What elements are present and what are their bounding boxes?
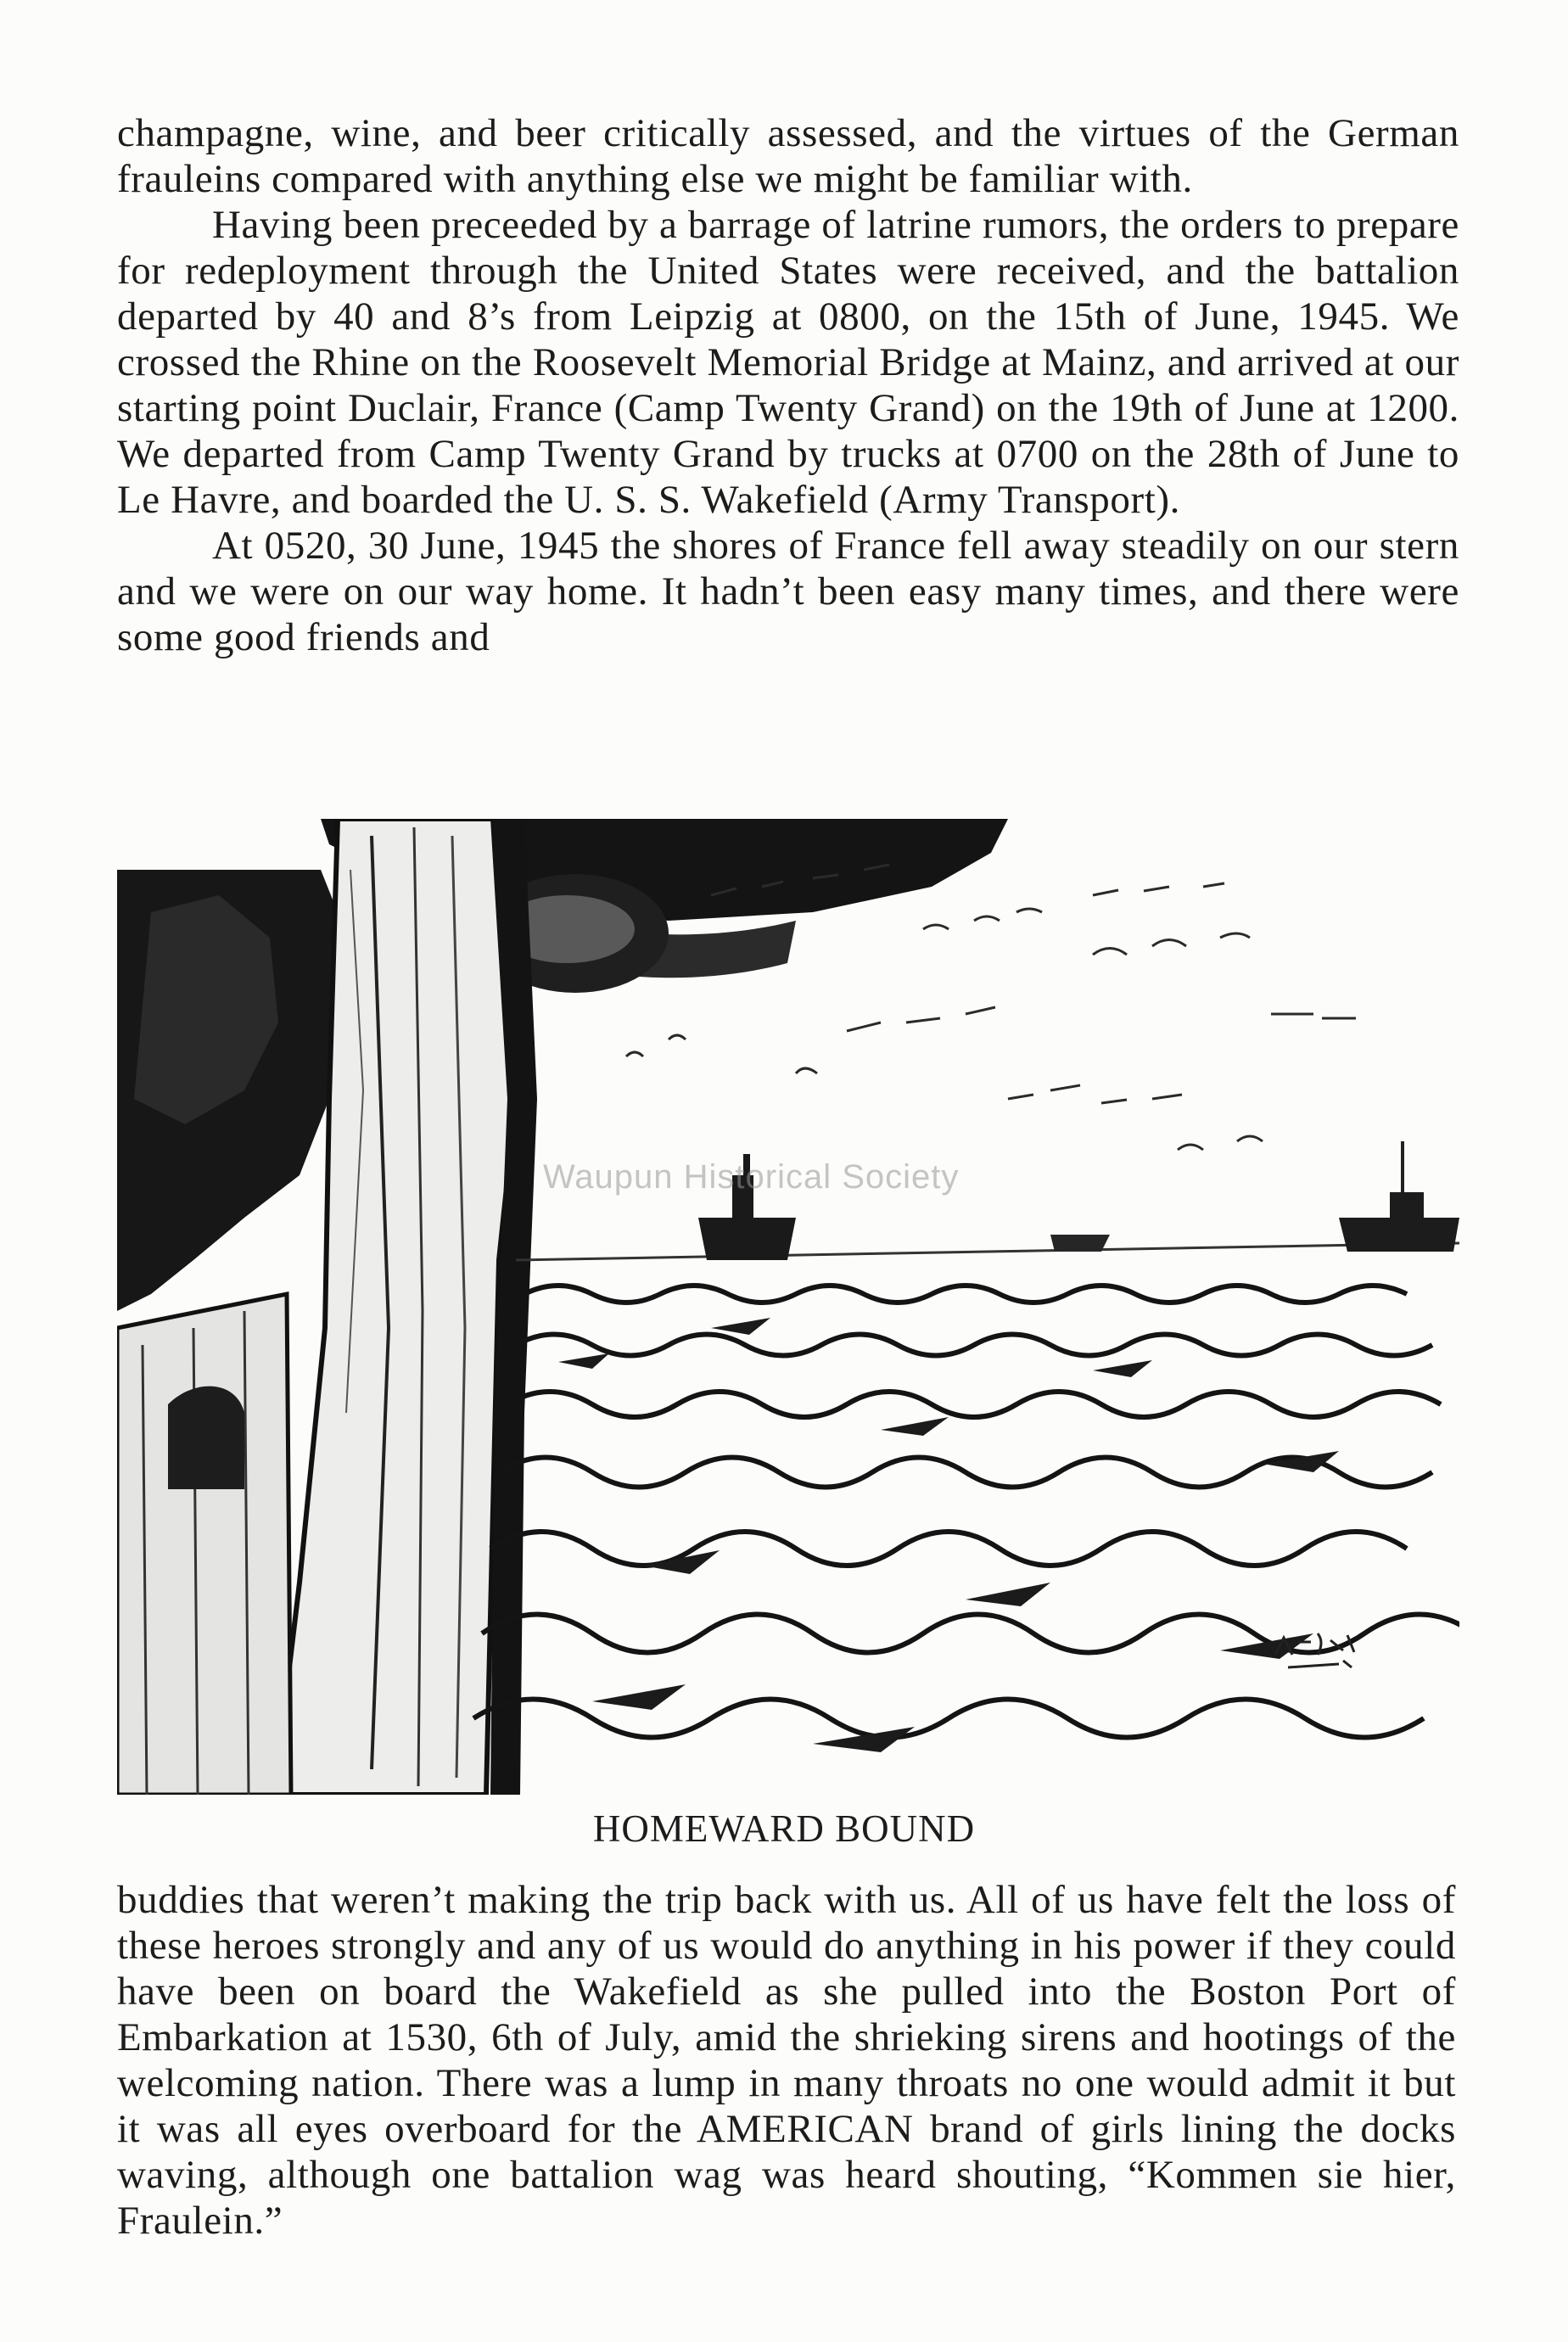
paragraph: At 0520, 30 June, 1945 the shores of France fell away steadily on our stern and we were on our way home. It hadn’t been easy many times, and there were some good friends and xyxy=(117,524,1459,659)
watermark: Waupun Historical Society xyxy=(543,1158,960,1196)
homeward-bound-illustration xyxy=(117,819,1459,1795)
paragraph: Having been preceeded by a barrage of latrine rumors, the orders to prepare for redeployment through the United States were received, and the battalion departed by 40 and 8’s from Leipzig at 0800, on the 15th of June, 1945. We crossed the Rhine on the Roosevelt Memorial Bridge at Mainz, and arrived at our starting point Duclair, France (Camp Twenty Grand) on the 19th of June at 1200. We departed from Camp Twenty Grand by trucks at 0700 on the 28th of June to Le Havre, and boarded the U. S. S. Wakefield (Army Transport). xyxy=(117,203,1459,522)
illustration-caption: HOMEWARD BOUND xyxy=(592,1807,976,1850)
top-text-block xyxy=(117,110,1459,660)
paragraph: buddies that weren’t making the trip back with us. All of us have felt the loss of these heroes strongly and any of us would do anything in his power if they could have been on board the Wakefield as she pulled into the Boston Port of Embarkation at 1530, 6th of July, amid the shrieking sirens and hootings of the welcoming nation. There was a lump in many throats no one would admit it but it was all eyes overboard for the AMERICAN brand of girls lining the docks waving, although one battalion wag was heard shouting, “Kommen sie hier, Fraulein.” xyxy=(117,1878,1456,2243)
paragraph: champagne, wine, and beer critically assessed, and the virtues of the German frauleins compared with anything else we might be familiar with. xyxy=(117,111,1459,201)
bottom-text-block xyxy=(117,1877,1456,2244)
